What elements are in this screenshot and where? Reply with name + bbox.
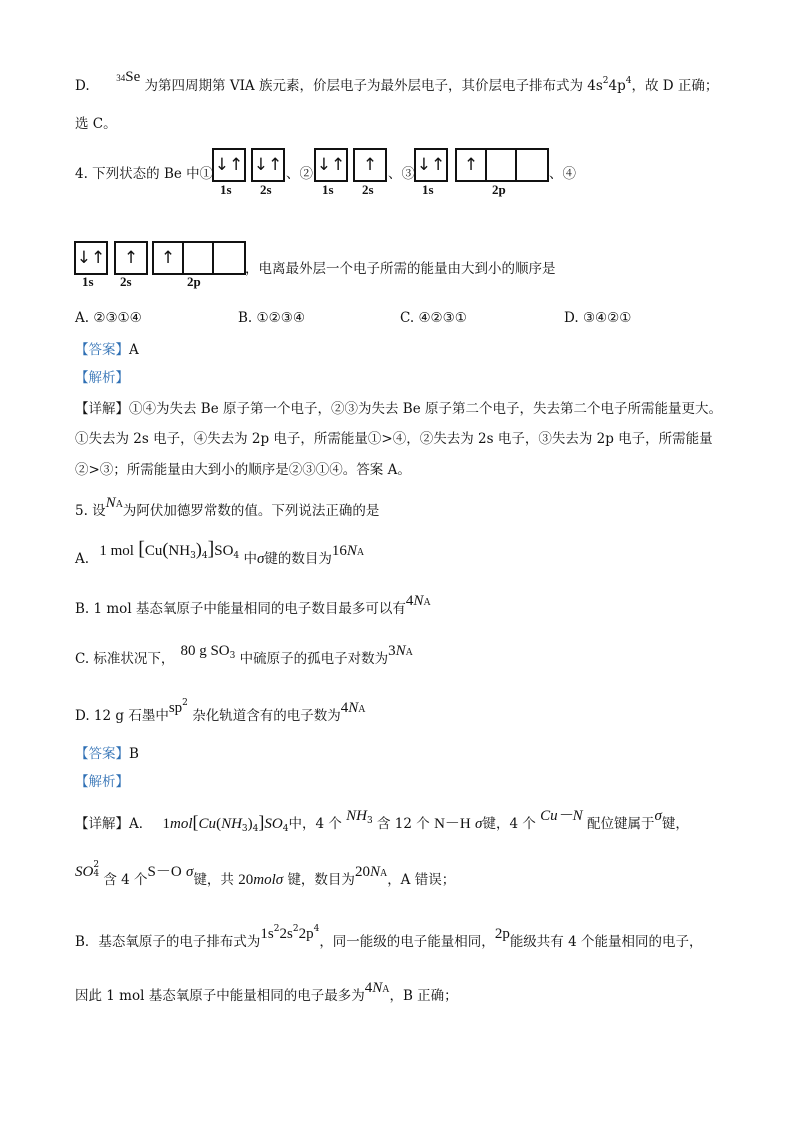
orbital-box-2p: ↑	[455, 148, 549, 182]
orbital-box-1s: ↓↑	[74, 241, 108, 275]
q5-option-d: D. 12 g 石墨中$sp^2$ 杂化轨道含有的电子数为$4N^A$	[75, 698, 366, 724]
orbital-box-2s: ↓↑	[251, 148, 285, 182]
q4-question-tail: ，电离最外层一个电子所需的能量由大到小的顺序是	[245, 261, 556, 277]
q5-option-b: B. 1 mol 基态氧原子中能量相同的电子数目最多可以有$4N^A$	[75, 593, 431, 617]
conclusion: 选 C。	[75, 116, 117, 132]
orbital-box-2s: ↑	[114, 241, 148, 275]
q4-option-b: B. ①②③④	[238, 310, 305, 326]
q4-analysis-tag: 【解析】	[75, 370, 129, 386]
q4-detail-3: ②>③；所需能量由大到小的顺序是②③①④。答案 A。	[75, 462, 411, 478]
q4-answer: 【答案】A	[75, 342, 139, 358]
mass-number: 34	[116, 73, 126, 83]
orbital-box-2s: ↑	[353, 148, 387, 182]
q4-detail-1: 【详解】①④为失去 Be 原子第一个电子，②③为失去 Be 原子第二个电子，失去第二个电子所需能量更大。	[75, 401, 722, 417]
q5-answer: 【答案】B	[75, 746, 139, 762]
orbital-box-1s: ↓↑	[314, 148, 348, 182]
orbital-box-1s: ↓↑	[414, 148, 448, 182]
q4-intro: 4. 下列状态的 Be 中①	[75, 166, 214, 182]
element-symbol: Se	[125, 69, 141, 85]
q5-analysis-tag: 【解析】	[75, 774, 129, 790]
q4-option-c: C. ④②③①	[400, 310, 467, 326]
q5-detail-b1: B．基态氧原子的电子排布式为$1s^22s^22p^4$，同一能级的电子能量相同，2p能级共有 4 个能量相同的电子，	[75, 924, 703, 950]
q4-detail-2: ①失去为 2s 电子，④失去为 2p 电子，所需能量①>④，②失去为 2s 电子，③失去为 2p 电子，所需能量	[75, 431, 713, 447]
q5-detail-b2: 因此 1 mol 基态氧原子中能量相同的电子最多为$4N^A$，B 正确；	[75, 980, 458, 1004]
q4-option-a: A. ②③①④	[75, 310, 142, 326]
q5-option-c: C. 标准状况下， 80 g $SO_3$ 中硫原子的孤电子对数为$3N^A$	[75, 643, 413, 667]
q5-option-a: A. 1 mol $[Cu(NH_3)_4]SO_4$ 中σ键的数目为$16N^A$	[75, 538, 365, 567]
q5-stem: 5. 设$N^A$为阿伏加德罗常数的值。下列说法正确的是	[75, 495, 380, 519]
option-d-line: D. $^{34}$Se 为第四周期第 VIA 族元素，价层电子为最外层电子，其价层电子排布式为 $4s^24p^4$，故 D 正确；	[75, 69, 719, 94]
q5-detail-a1: 【详解】A． $1mol[Cu(NH_3)_4]SO_4$中，4 个 $NH_3$ 含 12 个 N－H σ键，4 个 Cu－N 配位键属于σ键，	[75, 808, 689, 834]
orbital-box-2p: ↑	[152, 241, 246, 275]
q5-detail-a2: SO2 4 含 4 个S－O σ键，共 20molσ 键，数目为$20N^A$，A 错误；	[75, 860, 456, 888]
orbital-box-1s: ↓↑	[212, 148, 246, 182]
q4-option-d: D. ③④②①	[564, 310, 632, 326]
